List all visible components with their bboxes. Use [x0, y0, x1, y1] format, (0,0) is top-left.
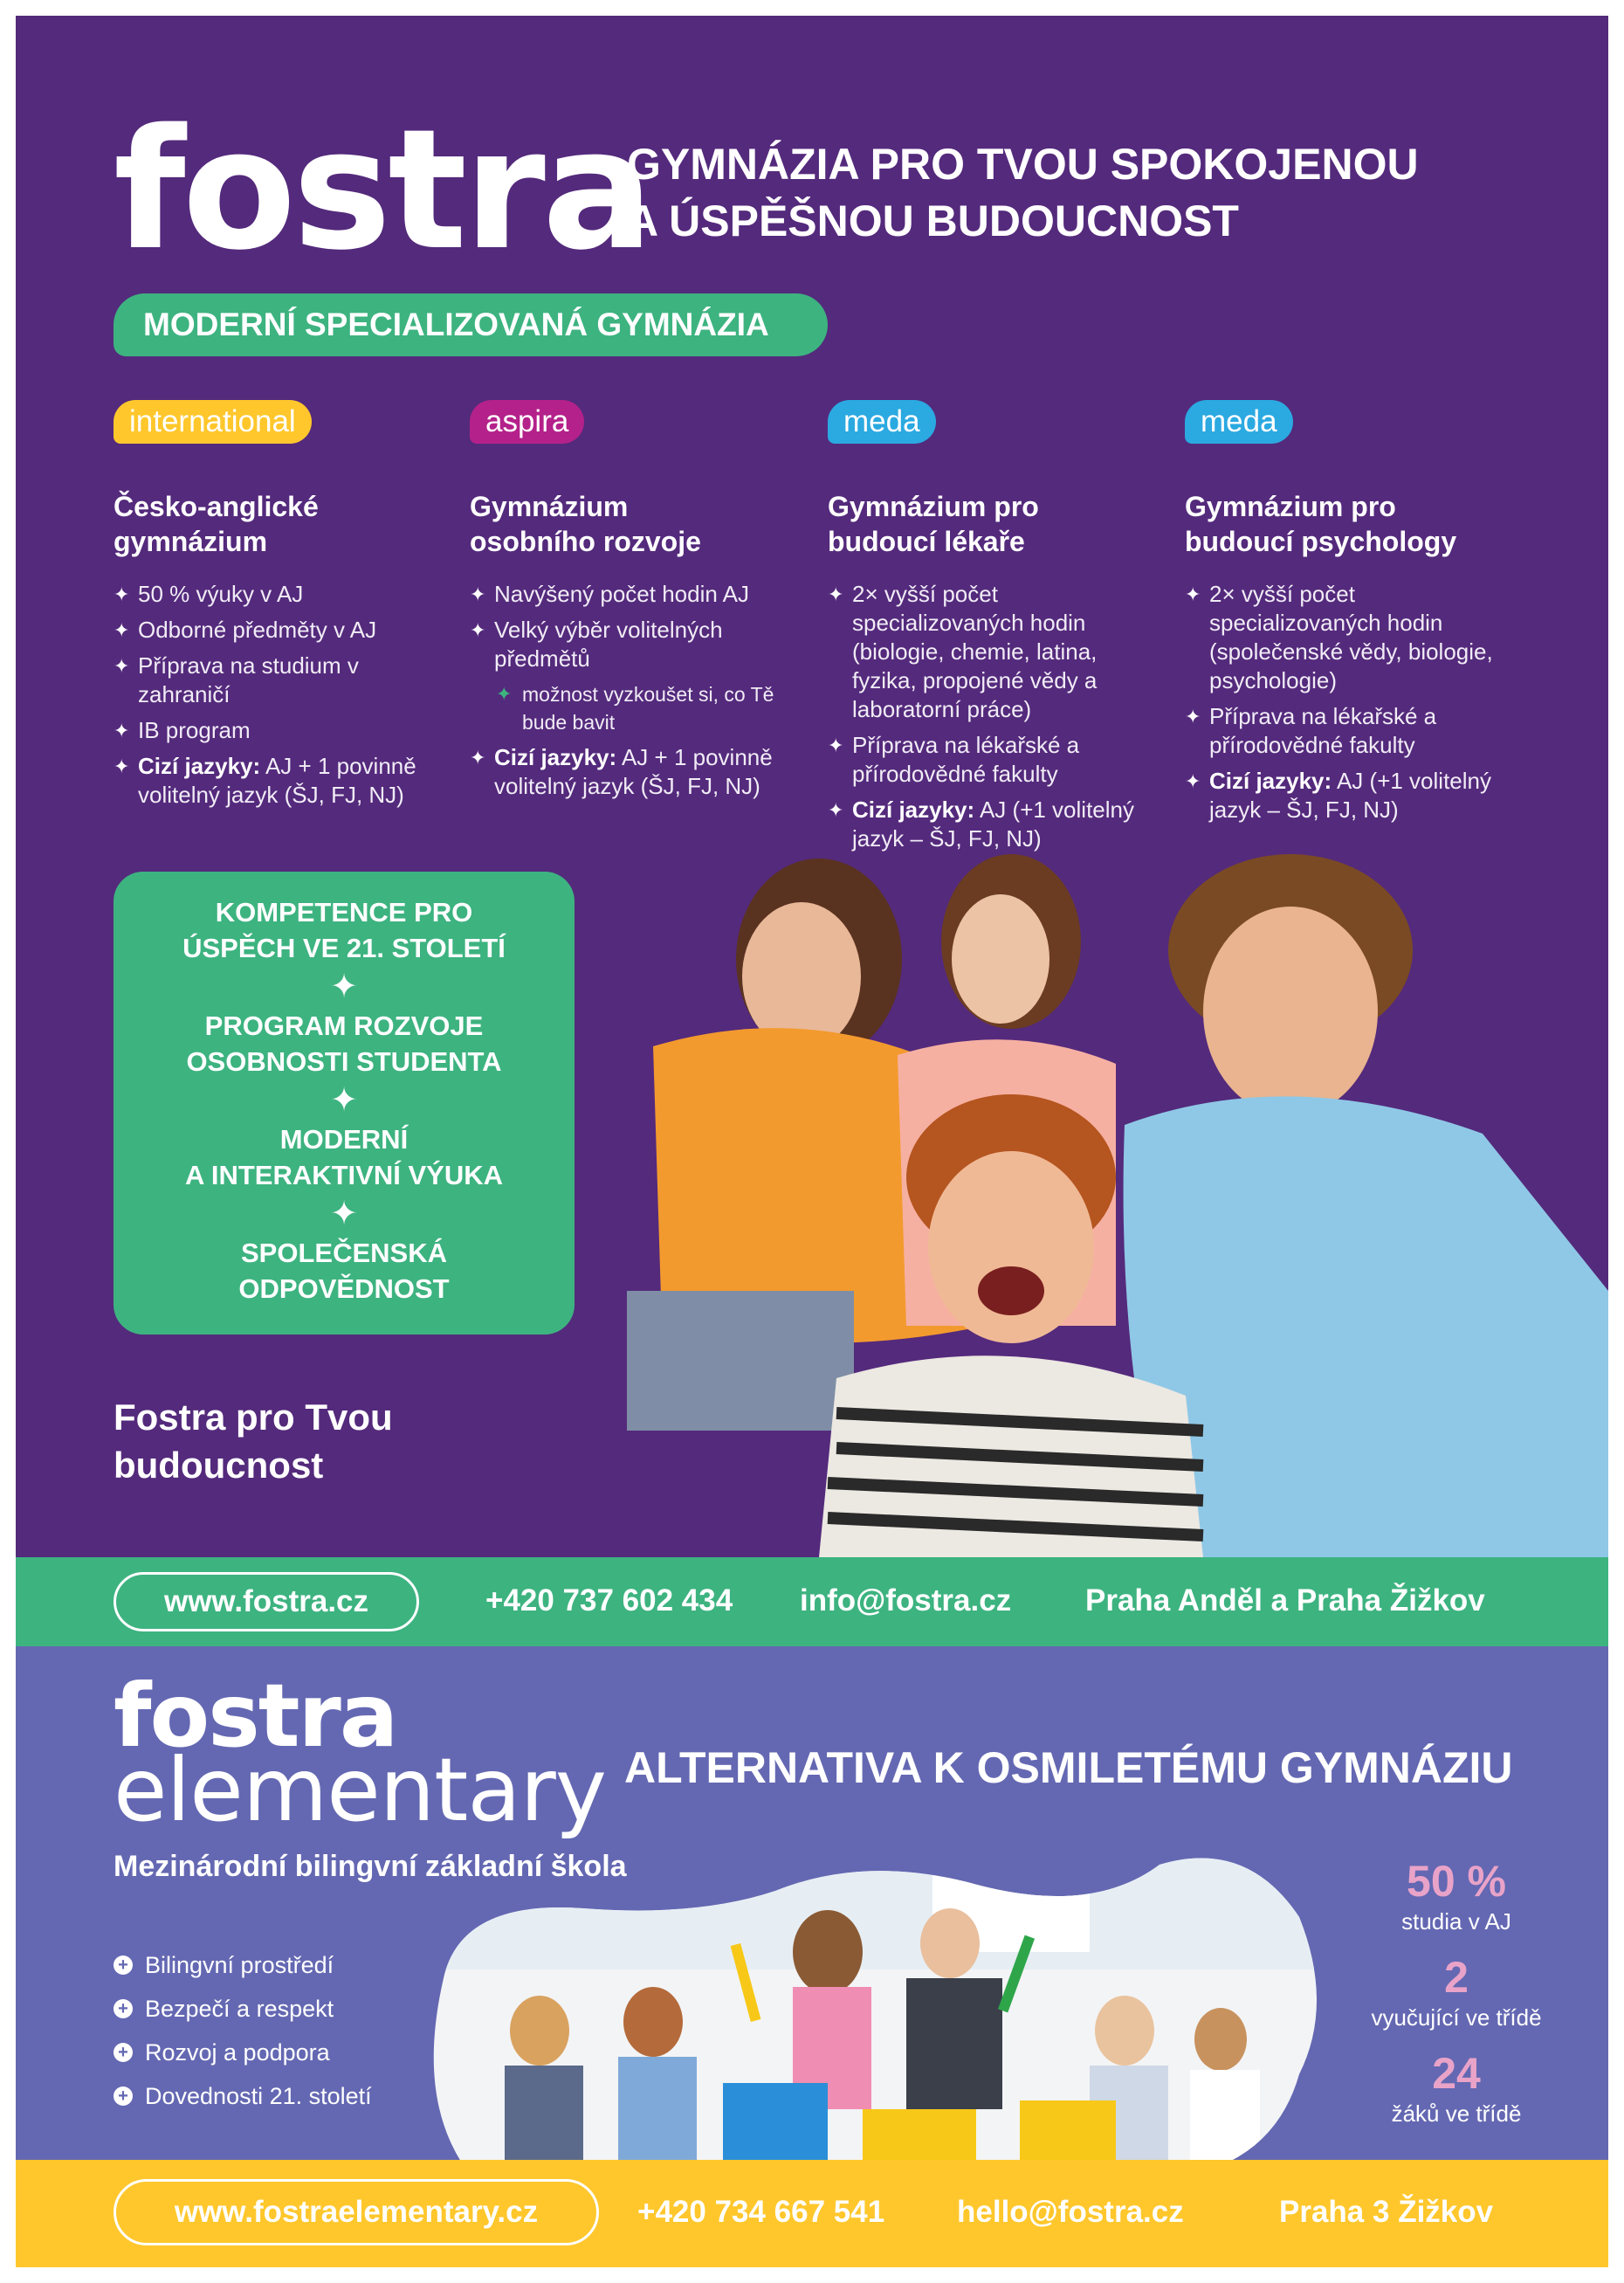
phone-link[interactable]: +420 734 667 541 [637, 2195, 885, 2229]
stat-number: 24 [1432, 2049, 1481, 2098]
list-item: + Rozvoj a podpora [114, 2031, 372, 2074]
list-item: ✦ Velký výběr volitelných předmětů [470, 617, 723, 672]
program-aspira [470, 400, 802, 808]
main-headline: GYMNÁZIA PRO TVOU SPOKOJENOU A ÚSPĚŠNOU BUDOUCNOST [627, 140, 1419, 245]
elementary-title: ALTERNATIVA K OSMILETÉMU GYMNÁZIU [624, 1743, 1513, 1792]
sparkle-icon: ✦ [470, 619, 486, 641]
gymnasium-section [16, 16, 1608, 1557]
sparkle-icon: ✦ [114, 755, 130, 777]
fostra-logo: fostra [114, 93, 651, 286]
program-title: Gymnázium pro budoucí lékaře [828, 491, 1039, 557]
list-item-languages: ✦ Cizí jazyky: AJ (+1 volitelný jazyk – ŠJ, FJ, NJ) [1185, 768, 1491, 823]
list-item: ✦ Příprava na lékařské a přírodovědné fakulty [1185, 703, 1437, 758]
list-item-languages: ✦ Cizí jazyky: AJ + 1 povinně volitelný jazyk (ŠJ, FJ, NJ) [114, 753, 416, 808]
list-item: ✦ 50 % výuky v AJ [114, 581, 304, 607]
sparkle-icon: ✦ [1185, 583, 1201, 605]
plus-icon: + [114, 2086, 133, 2106]
section-pill: MODERNÍ SPECIALIZOVANÁ GYMNÁZIA [114, 293, 828, 356]
program-meda-doctors [828, 400, 1160, 860]
flyer [16, 16, 1608, 2267]
stat-label: žáků ve třídě [1391, 2100, 1522, 2127]
contact-bar-top [16, 1557, 1608, 1646]
phone-link[interactable]: +420 737 602 434 [485, 1583, 733, 1617]
slogan: Fostra pro Tvou budoucnost [114, 1397, 393, 1486]
program-list [470, 580, 802, 801]
list-subitem: ✦ možnost vyzkoušet si, co Tě bude bavit [470, 680, 802, 736]
program-tag: international [114, 400, 312, 444]
competence-item: SPOLEČENSKÁ ODPOVĚDNOST [238, 1238, 450, 1304]
list-item: + Dovednosti 21. století [114, 2074, 372, 2118]
students-photo [452, 837, 1608, 1557]
sparkle-icon: ✦ [470, 747, 486, 769]
sparkle-icon: ✦ [1185, 706, 1201, 728]
competences-card [114, 872, 575, 1335]
list-item: ✦ IB program [114, 717, 251, 743]
list-item: ✦ Navýšený počet hodin AJ [470, 581, 749, 607]
competence-item: PROGRAM ROZVOJE OSOBNOSTI STUDENTA [186, 1010, 502, 1077]
list-item: ✦ 2× vyšší počet specializovaných hodin (biologie, chemie, latina, fyzika, propojené vědy a laboratorní práce) [828, 581, 1098, 722]
email-link[interactable]: hello@fostra.cz [957, 2195, 1184, 2229]
list-item-languages: ✦ Cizí jazyky: AJ + 1 povinně volitelný jazyk (ŠJ, FJ, NJ) [470, 744, 773, 799]
plus-icon: + [114, 2043, 133, 2062]
sparkle-icon: ✦ [114, 720, 130, 741]
list-item: + Bilingvní prostředí [114, 1943, 372, 1987]
program-list [114, 580, 445, 810]
email-link[interactable]: info@fostra.cz [800, 1583, 1012, 1617]
elementary-subtitle: Mezinárodní bilingvní základní škola [114, 1850, 627, 1883]
sparkle-icon: ✦ [330, 1082, 358, 1119]
list-item: ✦ Příprava na lékařské a přírodovědné fakulty [828, 732, 1080, 787]
sparkle-icon: ✦ [114, 583, 130, 605]
website-link[interactable]: www.fostraelementary.cz [114, 2179, 599, 2245]
feature-list [114, 1943, 372, 2118]
stat-label: studia v AJ [1401, 1908, 1511, 1935]
sparkle-icon: ✦ [114, 655, 130, 677]
competence-item: KOMPETENCE PRO ÚSPĚCH VE 21. STOLETÍ [182, 897, 506, 963]
program-list [1185, 580, 1517, 824]
sparkle-icon: ✦ [114, 619, 130, 641]
sparkle-icon: ✦ [330, 1196, 358, 1232]
sparkle-icon: ✦ [496, 683, 513, 705]
list-item: ✦ Příprava na studium v zahraničí [114, 652, 359, 707]
plus-icon: + [114, 1955, 133, 1975]
sparkle-icon: ✦ [1185, 770, 1201, 792]
plus-icon: + [114, 1999, 133, 2018]
stats [1343, 1856, 1570, 2144]
program-meda-psychology [1185, 400, 1517, 831]
fostra-elementary-logo: fostra elementary [114, 1665, 606, 1841]
stat-number: 50 % [1407, 1857, 1506, 1906]
classroom-photo [409, 1847, 1325, 2162]
program-tag: aspira [470, 400, 584, 444]
list-item: ✦ 2× vyšší počet specializovaných hodin (společenské vědy, biologie, psychologie) [1185, 581, 1493, 693]
location-text: Praha 3 Žižkov [1279, 2195, 1494, 2229]
program-tag: meda [828, 400, 936, 444]
elementary-section [16, 1646, 1608, 2160]
program-list [828, 580, 1160, 853]
list-item-languages: ✦ Cizí jazyky: AJ (+1 volitelný jazyk – ŠJ, FJ, NJ) [828, 797, 1134, 852]
sparkle-icon: ✦ [828, 583, 844, 605]
program-title: Česko-anglické gymnázium [114, 491, 319, 557]
sparkle-icon: ✦ [828, 799, 844, 821]
website-link[interactable]: www.fostra.cz [114, 1572, 419, 1631]
competence-item: MODERNÍ A INTERAKTIVNÍ VÝUKA [185, 1124, 503, 1190]
list-item: + Bezpečí a respekt [114, 1987, 372, 2031]
stat-label: vyučující ve třídě [1371, 2004, 1542, 2031]
program-international [114, 400, 445, 817]
program-title: Gymnázium pro budoucí psychology [1185, 491, 1457, 557]
stat-number: 2 [1444, 1953, 1469, 2002]
contact-bar-bottom [16, 2160, 1608, 2267]
program-tag: meda [1185, 400, 1293, 444]
program-title: Gymnázium osobního rozvoje [470, 491, 701, 557]
list-item: ✦ Odborné předměty v AJ [114, 617, 377, 643]
sparkle-icon: ✦ [330, 969, 358, 1005]
sparkle-icon: ✦ [470, 583, 486, 605]
sparkle-icon: ✦ [828, 735, 844, 756]
location-text: Praha Anděl a Praha Žižkov [1085, 1583, 1485, 1617]
